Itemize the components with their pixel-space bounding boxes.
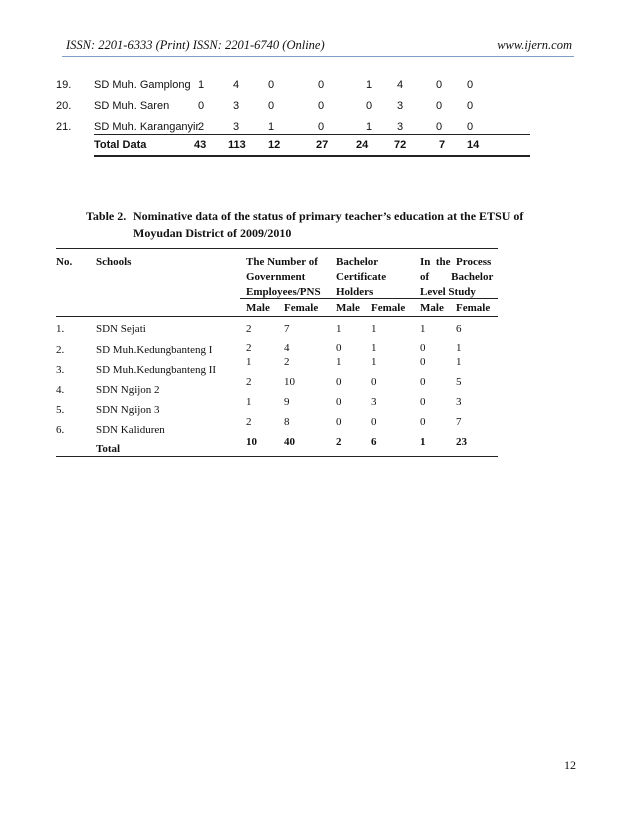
cell: 6 [371,436,377,448]
cell: 3 [456,396,462,408]
total-label: Total [96,443,121,455]
header-process-line1: In the Process [420,256,492,268]
cell: 113 [228,139,246,151]
cell: 0 [467,121,474,133]
table-top-rule [56,248,498,249]
cell: 3 [371,396,377,408]
subheader-top-rule [240,298,498,299]
cell: 3 [397,121,404,133]
cell: 14 [467,139,480,151]
cell: 40 [284,436,295,448]
cell: 2 [246,376,252,388]
header-no: No. [56,256,73,268]
row-number: 20. [56,100,72,112]
cell: 0 [336,416,342,428]
header-pns-line1: The Number of [246,256,318,268]
cell: 0 [420,356,426,368]
row-number: 5. [56,404,65,416]
cell: 1 [456,342,462,354]
cell: 1 [420,323,426,335]
school-name: SDN Ngijon 2 [96,384,160,396]
cell: 1 [366,121,373,133]
total-label: Total Data [94,139,147,151]
school-name: SD Muh.Kedungbanteng I [96,344,213,356]
cell: 1 [420,436,426,448]
cell: 0 [268,100,275,112]
school-name: SDN Sejati [96,323,146,335]
cell: 1 [336,356,342,368]
cell: 12 [268,139,281,151]
row-number: 4. [56,384,65,396]
cell: 23 [456,436,467,448]
cell: 0 [420,416,426,428]
cell: 0 [318,100,325,112]
cell: 2 [246,416,252,428]
cell: 0 [336,376,342,388]
cell: 2 [246,342,252,354]
cell: 1 [366,79,373,91]
row-number: 6. [56,424,65,436]
cell: 0 [198,100,205,112]
cell: 1 [371,356,377,368]
cell: 1 [268,121,275,133]
cell: 1 [371,342,377,354]
cell: 0 [318,79,325,91]
row-number: 3. [56,364,65,376]
cell: 24 [356,139,369,151]
cell: 0 [318,121,325,133]
row-number: 2. [56,344,65,356]
cell: 1 [246,356,252,368]
cell: 3 [233,121,240,133]
cell: 0 [420,376,426,388]
issn-text: ISSN: 2201-6333 (Print) ISSN: 2201-6740 (Online) [66,38,325,52]
subheader-female: Female [371,302,406,314]
school-name: SD Muh. Karanganyir [94,121,200,133]
cell: 1 [246,396,252,408]
cell: 8 [284,416,290,428]
cell: 1 [336,323,342,335]
subheader-female: Female [284,302,319,314]
school-name: SD Muh. Saren [94,100,170,112]
cell: 7 [456,416,462,428]
school-name: SDN Ngijon 3 [96,404,160,416]
cell: 0 [420,396,426,408]
header-process-line3: Level Study [420,286,476,298]
caption-label: Table 2. [86,209,127,223]
subheader-female: Female [456,302,491,314]
cell: 2 [198,121,205,133]
cell: 43 [194,139,207,151]
header-pns-line3: Employees/PNS [246,286,321,298]
cell: 2 [284,356,290,368]
cell: 0 [467,79,474,91]
cell: 27 [316,139,329,151]
school-name: SDN Kaliduren [96,424,165,436]
row-number: 19. [56,79,72,91]
header-bachelor-line2: Certificate [336,271,387,283]
school-name: SD Muh.Kedungbanteng II [96,364,217,376]
cell: 7 [284,323,290,335]
cell: 4 [284,342,290,354]
header-bachelor-line1: Bachelor [336,256,379,268]
cell: 0 [467,100,474,112]
header-bachelor-line3: Holders [336,286,374,298]
cell: 3 [397,100,404,112]
cell: 0 [336,396,342,408]
row-number: 21. [56,121,72,133]
cell: 2 [246,323,252,335]
cell: 5 [456,376,462,388]
cell: 0 [420,342,426,354]
cell: 0 [268,79,275,91]
cell: 0 [366,100,373,112]
caption-text: Nominative data of the status of primary teacher’s education at the ETSU of Moyudan District of 2009/2010 [133,209,524,240]
cell: 2 [336,436,342,448]
table-bottom-rule [56,456,498,457]
cell: 0 [336,342,342,354]
cell: 4 [397,79,404,91]
cell: 0 [436,100,443,112]
cell: 1 [456,356,462,368]
school-name: SD Muh. Gamplong [94,79,191,91]
cell: 4 [233,79,240,91]
cell: 10 [284,376,295,388]
cell: 7 [439,139,446,151]
website-text: www.ijern.com [497,38,572,52]
cell: 0 [371,376,377,388]
cell: 0 [436,121,443,133]
header-pns-line2: Government [246,271,306,283]
cell: 10 [246,436,257,448]
cell: 1 [198,79,205,91]
cell: 3 [233,100,240,112]
cell: 9 [284,396,290,408]
header-process-line2: of Bachelor [420,271,494,283]
cell: 6 [456,323,462,335]
header-bottom-rule [56,316,498,317]
subheader-male: Male [336,302,360,314]
subheader-male: Male [246,302,270,314]
page-number: 12 [564,758,576,772]
cell: 0 [371,416,377,428]
row-number: 1. [56,323,65,335]
cell: 72 [394,139,407,151]
cell: 0 [436,79,443,91]
header-schools: Schools [96,256,132,268]
subheader-male: Male [420,302,444,314]
cell: 1 [371,323,377,335]
